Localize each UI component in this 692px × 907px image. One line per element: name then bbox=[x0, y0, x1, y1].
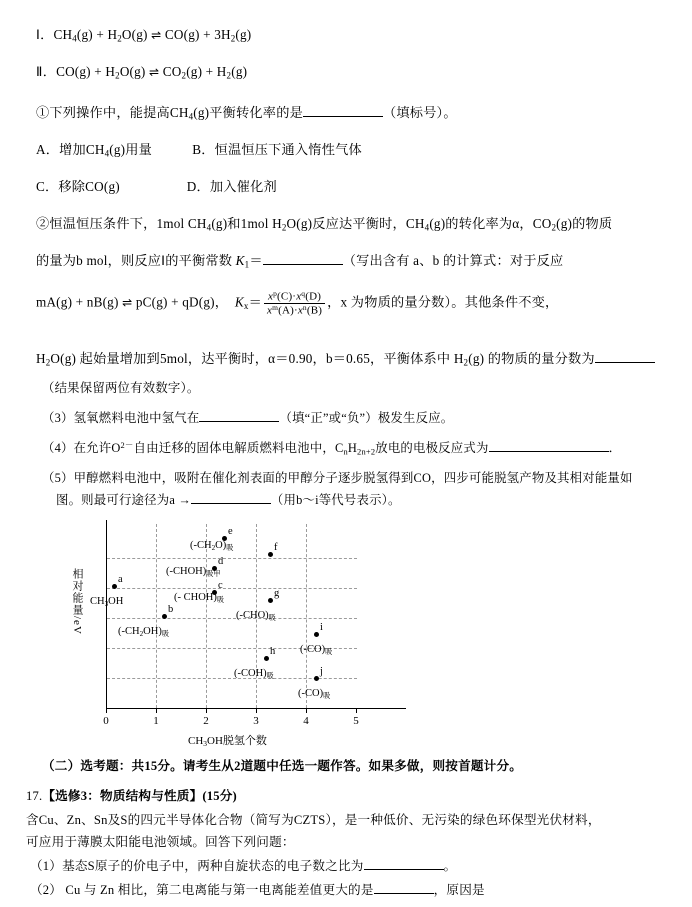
chart-point-e-id: e bbox=[228, 526, 233, 537]
chart-point-d-label: $(-CHOH)_{吸甲}$ bbox=[166, 566, 221, 579]
chart-point-c-label: (- $CHOH)_吸$ bbox=[174, 592, 224, 605]
chart-point-j bbox=[314, 676, 319, 681]
chart-point-b-id: b bbox=[168, 604, 174, 615]
question-5-line-2: 图。则最可行途径为a → （用b～i等代号表示）。 bbox=[56, 493, 401, 507]
question-1-option-c: C．移除CO(g) D．加入催化剂 bbox=[36, 179, 277, 194]
chart-xtick-5: 5 bbox=[353, 715, 359, 727]
question-1-stem: ①下列操作中，能提高$CH_4(g)$平衡转化率的是 （填标号）。 bbox=[36, 105, 457, 122]
chart-point-h-id: h bbox=[270, 646, 276, 657]
chart-xtick-1: 1 bbox=[153, 715, 159, 727]
chart-point-i-id: i bbox=[320, 622, 323, 633]
chart-point-g-id: g bbox=[274, 588, 280, 599]
question-2-line-2: 的量为b mol，则反应Ⅰ的平衡常数 $K_1=$ （写出含有 a、b 的计算式：对于反应 bbox=[36, 253, 564, 270]
chart-point-a bbox=[112, 584, 117, 589]
question-4: （4）在允许$O^{2-}$自由迁移的固体电解质燃料电池中，$C_nH_{2n+2}$放电的电极反应式为 ． bbox=[42, 440, 622, 457]
question-2-line-5: （结果保留两位有效数字）。 bbox=[42, 381, 200, 395]
chart-x-axis-label: $CH_3OH$脱氢个数 bbox=[188, 735, 267, 749]
chart-point-b-label: $(-CH_2OH)_吸$ bbox=[118, 626, 169, 639]
question-17-line-2: 可应用于薄膜太阳能电池领域。回答下列问题： bbox=[26, 835, 295, 849]
question-2-line-3: mA(g) + nB(g) ⇌ pC(g) + qD(g)， $K_x=$ $\frac{x^p(C)\cdot x^q(D)}{x^m(A)\cdot x^n(B)}$ ，x 为物质的量分数）。其他条件不变， bbox=[36, 289, 559, 317]
section-header: （二）选考题：共15分。请考生从2道题中任选一题作答。如果多做，则按首题计分。 bbox=[42, 759, 523, 773]
chart-point-h bbox=[264, 656, 269, 661]
chart-point-j-id: j bbox=[320, 666, 323, 677]
question-5-line-1: （5）甲醇燃料电池中，吸附在催化剂表面的甲醇分子逐步脱氢得到CO，四步可能脱氢产物及其相对能量如 bbox=[42, 471, 633, 485]
question-17-sub-2: （2） Cu 与 Zn 相比，第二电离能与第一电离能差值更大的是 ，原因是 bbox=[30, 883, 485, 897]
chart-point-g-label: $(-CHO)_吸$ bbox=[236, 610, 276, 623]
chart-point-h-label: $(-COH)_吸$ bbox=[234, 668, 274, 681]
question-17-title: 17.【选修3：物质结构与性质】(15分) bbox=[26, 789, 237, 803]
question-17-line-1: 含Cu、Zn、Sn及S的四元半导体化合物（简写为CZTS），是一种低价、无污染的绿色环保型光伏材料， bbox=[26, 813, 601, 827]
chart-point-a-id: a bbox=[118, 574, 123, 585]
chart-point-i bbox=[314, 632, 319, 637]
chart-point-a-label: $CH_3OH$ bbox=[90, 596, 124, 609]
chart-xtick-2: 2 bbox=[203, 715, 209, 727]
chart-point-f bbox=[268, 552, 273, 557]
chart-point-g bbox=[268, 598, 273, 603]
reaction-equation-2: Ⅱ．$CO(g) + H_2O(g)$ ⇌ $CO_2(g) + H_2(g)$ bbox=[36, 64, 248, 81]
question-17-sub-1: （1）基态S原子的价电子中，两种自旋状态的电子数之比为 。 bbox=[30, 859, 457, 873]
chart-xtick-3: 3 bbox=[253, 715, 259, 727]
chart-y-axis bbox=[106, 520, 107, 710]
energy-diagram-chart bbox=[70, 510, 460, 755]
reaction-equation-1: Ⅰ．$CH_4(g) + H_2O(g)$ ⇌ $CO(g) + 3H_2(g)$ bbox=[36, 27, 252, 44]
chart-point-f-id: f bbox=[274, 542, 278, 553]
chart-xtick-0: 0 bbox=[103, 715, 109, 727]
chart-y-axis-label: 相对能量/eV bbox=[71, 568, 83, 635]
chart-point-e-label: $(-CH_2O)_吸$ bbox=[190, 540, 234, 553]
question-2-line-4: $H_2O(g)$ 起始量增加到5mol，达平衡时，α＝0.90，b＝0.65，平衡体系中 $H_2(g)$ 的物质的量分数为 bbox=[36, 350, 655, 369]
question-3: （3）氢氧燃料电池中氢气在 （填“正”或“负”）极发生反应。 bbox=[42, 411, 454, 425]
chart-point-i-label: $(-CO)_吸$ bbox=[300, 644, 333, 657]
chart-point-b bbox=[162, 614, 167, 619]
chart-point-d-id: d bbox=[218, 556, 224, 567]
chart-xtick-4: 4 bbox=[303, 715, 309, 727]
question-1-option-a: A．增加$CH_4(g)$用量 B．恒温恒压下通入惰性气体 bbox=[36, 142, 362, 159]
chart-point-j-label: $(-CO)_吸$ bbox=[298, 688, 331, 701]
question-2-line-1: ②恒温恒压条件下，1mol $CH_4(g)$和1mol $H_2O(g)$反应达平衡时，$CH_4(g)$的转化率为α，$CO_2(g)$的物质 bbox=[36, 216, 613, 233]
chart-point-c-id: c bbox=[218, 580, 223, 591]
